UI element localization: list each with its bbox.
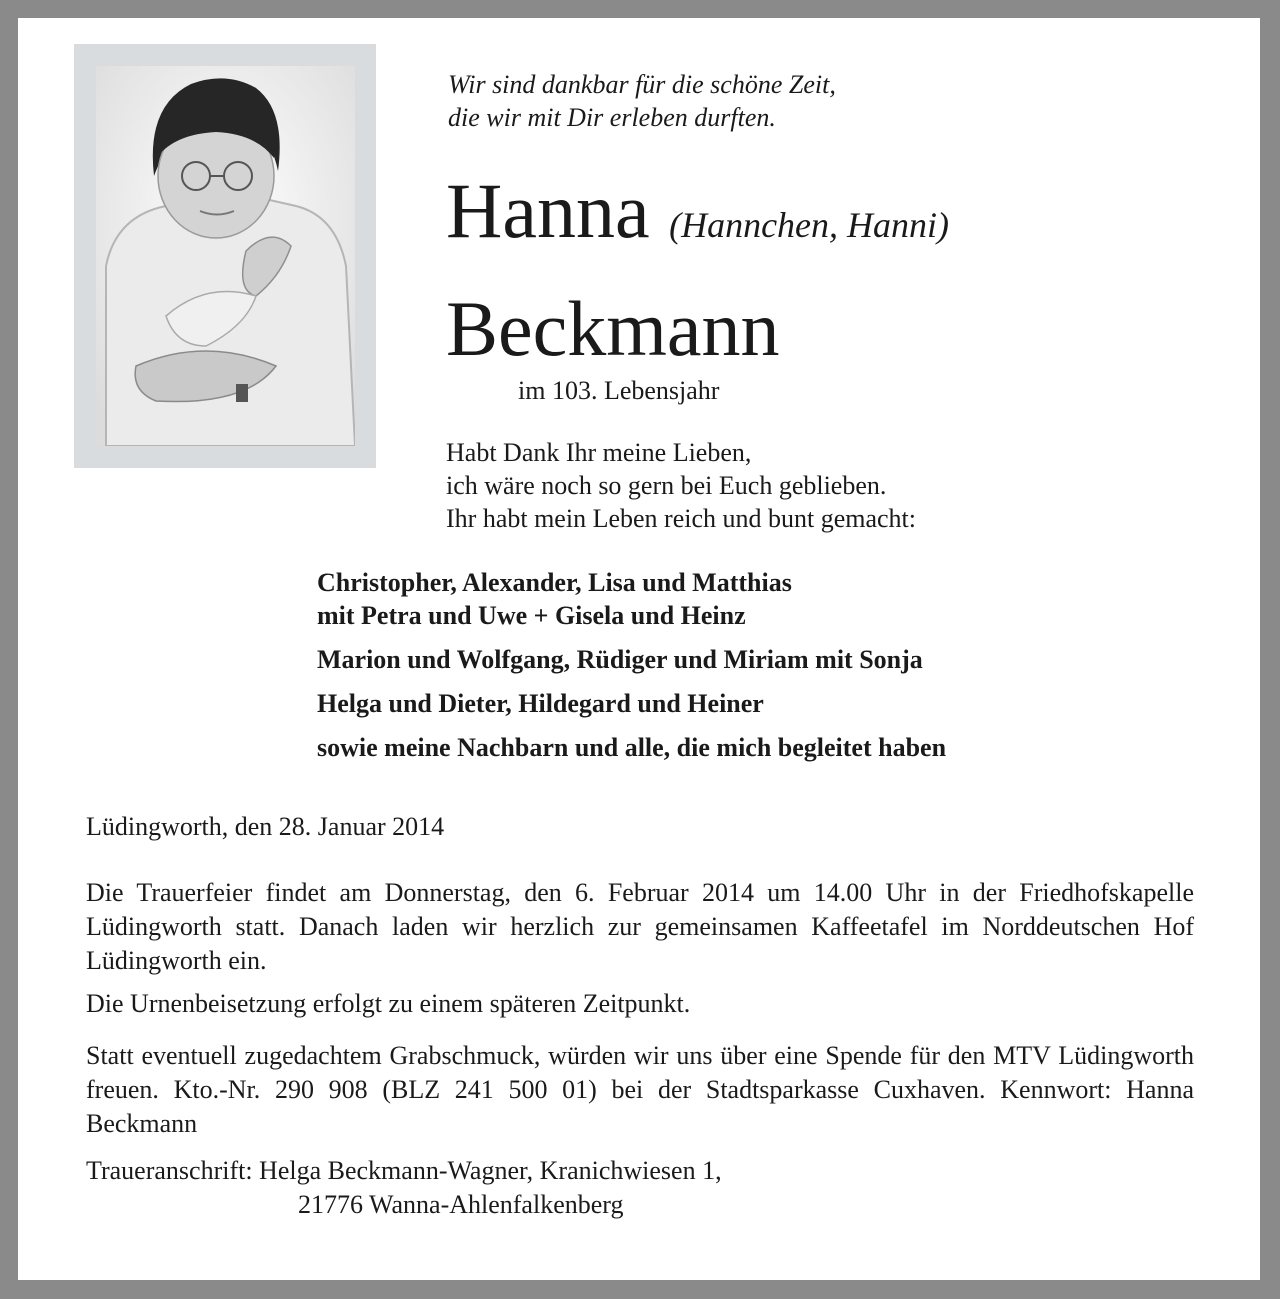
address-line: Traueranschrift: Helga Beckmann-Wagner, Kranichwiesen 1, (86, 1156, 722, 1185)
poem-line: Ihr habt mein Leben reich und bunt gemacht: (446, 504, 917, 533)
funeral-service-text: Die Trauerfeier findet am Donnerstag, den 6. Februar 2014 um 14.00 Uhr in der Friedhofskapelle Lüdingworth statt. Danach laden wir herzlich zur gemeinsamen Kaffeetafel im Norddeutschen Hof Lüdingworth ein. (86, 878, 1194, 975)
motto-line: Wir sind dankbar für die schöne Zeit, (448, 70, 836, 99)
nickname: (Hannchen, Hanni) (669, 205, 950, 245)
age-line: im 103. Lebensjahr (518, 376, 720, 405)
deceased-last-name: Beckmann (446, 285, 780, 372)
mourning-address (86, 1154, 722, 1222)
mourner-line: mit Petra und Uwe + Gisela und Heinz (317, 601, 746, 630)
address-line: 21776 Wanna-Ahlenfalkenberg (298, 1190, 624, 1219)
donation-text: Statt eventuell zugedachtem Grabschmuck, würden wir uns über eine Spende für den MTV Lüdingworth freuen. Kto.-Nr. 290 908 (BLZ 241 500 01) bei der Stadtsparkasse Cuxhaven. Kennwort: Hanna Beckmann (86, 1041, 1194, 1138)
portrait-photo (96, 66, 355, 446)
urn-burial-text: Die Urnenbeisetzung erfolgt zu einem späteren Zeitpunkt. (86, 989, 691, 1018)
motto-line: die wir mit Dir erleben durften. (448, 103, 776, 132)
mourner-group (317, 643, 946, 676)
deceased-first-name (446, 168, 949, 268)
first-name: Hanna (446, 167, 650, 254)
mourner-group (317, 566, 946, 632)
mourner-line: Christopher, Alexander, Lisa und Matthias (317, 568, 792, 597)
mourner-line: sowie meine Nachbarn und alle, die mich begleitet haben (317, 733, 947, 762)
portrait-frame (74, 44, 376, 468)
mourners-list (317, 566, 946, 775)
place-and-date: Lüdingworth, den 28. Januar 2014 (86, 812, 445, 841)
poem-line: ich wäre noch so gern bei Euch geblieben. (446, 471, 887, 500)
obituary-notice (18, 18, 1260, 1280)
mourner-line: Helga und Dieter, Hildegard und Heiner (317, 689, 764, 718)
mourner-line: Marion und Wolfgang, Rüdiger und Miriam mit Sonja (317, 645, 923, 674)
farewell-poem (446, 436, 916, 535)
poem-line: Habt Dank Ihr meine Lieben, (446, 438, 752, 467)
mourner-group (317, 731, 946, 764)
motto (448, 68, 836, 134)
mourner-group (317, 687, 946, 720)
portrait-illustration (96, 66, 355, 446)
